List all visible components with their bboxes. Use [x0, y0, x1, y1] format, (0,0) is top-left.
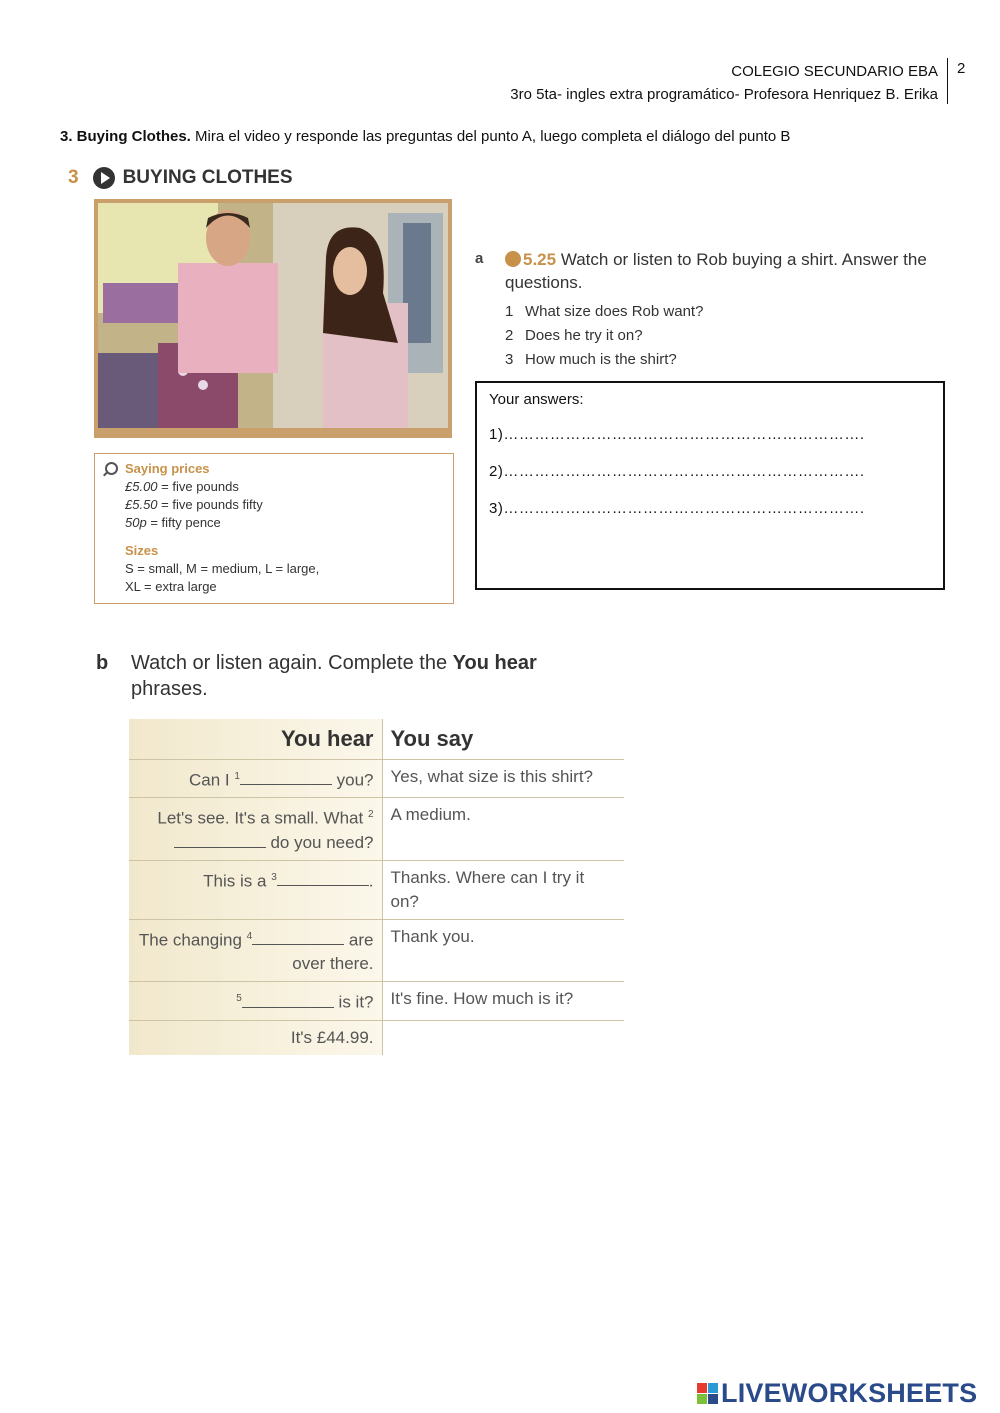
shop-scene-illustration	[98, 203, 448, 428]
question-item	[505, 300, 905, 324]
magnifier-icon	[105, 462, 118, 475]
question-list	[505, 300, 905, 372]
answer-line-1[interactable]: 1)…………………………………………………………….	[489, 426, 865, 443]
course-info: 3ro 5ta- ingles extra programático- Profesora Henriquez B. Erika	[510, 86, 938, 103]
brand-grid-icon	[697, 1383, 718, 1404]
blank-5[interactable]	[242, 991, 334, 1008]
blank-number: 5	[236, 993, 242, 1005]
section-title	[68, 167, 293, 189]
blank-number: 4	[246, 930, 253, 942]
scene-photo	[94, 199, 452, 438]
instruction-line	[60, 128, 790, 145]
price-line	[125, 478, 453, 496]
col-header-you-hear: You hear	[129, 719, 382, 759]
price-line	[125, 514, 453, 532]
hear-text: is it?	[333, 993, 374, 1013]
part-b-text-after: phrases.	[131, 678, 208, 700]
dialogue-row	[129, 860, 624, 919]
instruction-bold: 3. Buying Clothes.	[60, 128, 191, 145]
part-b-letter: b	[96, 652, 109, 674]
question-number: 1	[505, 303, 514, 320]
you-hear-cell	[129, 798, 382, 861]
question-item	[505, 348, 905, 372]
page-number: 2	[957, 60, 966, 77]
dialogue-row	[129, 759, 624, 798]
header-divider	[947, 58, 948, 104]
price-symbol: £5.50	[125, 497, 158, 512]
part-a-heading	[505, 248, 945, 294]
hear-text: you?	[331, 770, 374, 790]
hear-text: The changing	[138, 930, 247, 950]
blank-number: 3	[271, 871, 277, 883]
you-say-cell: Yes, what size is this shirt?	[382, 759, 624, 798]
section-title-text: BUYING CLOTHES	[122, 167, 293, 188]
dialogue-row	[129, 919, 624, 982]
school-name: COLEGIO SECUNDARIO EBA	[731, 63, 938, 80]
you-say-cell	[382, 1021, 624, 1056]
brand-text: LIVEWORKSHEETS	[721, 1378, 978, 1408]
you-hear-cell	[129, 919, 382, 982]
hear-text: Can I	[188, 770, 235, 790]
hear-text: do you need?	[265, 832, 374, 852]
dialogue-row	[129, 1021, 624, 1056]
dialogue-header-row	[129, 719, 624, 759]
blank-1[interactable]	[240, 768, 332, 785]
question-text: How much is the shirt?	[525, 351, 677, 368]
blank-number: 1	[234, 770, 240, 782]
part-b-bold: You hear	[452, 652, 537, 674]
answer-line-2[interactable]: 2)…………………………………………………………….	[489, 463, 865, 480]
blank-number: 2	[367, 809, 374, 821]
you-hear-cell	[129, 860, 382, 919]
answer-line-3[interactable]: 3)…………………………………………………………….	[489, 500, 865, 517]
part-a-heading-text: Watch or listen to Rob buying a shirt. Answer the questions.	[505, 250, 927, 292]
dialogue-row	[129, 982, 624, 1021]
hear-text: .	[368, 871, 374, 891]
question-text: What size does Rob want?	[525, 303, 704, 320]
instruction-text: Mira el video y responde las preguntas del punto A, luego completa el diálogo del punto B	[190, 128, 791, 145]
sizes-line: XL = extra large	[125, 579, 217, 594]
you-say-cell: A medium.	[382, 798, 624, 861]
answers-box	[475, 381, 945, 590]
price-line	[125, 496, 453, 514]
you-say-cell: Thanks. Where can I try it on?	[382, 860, 624, 919]
answers-label: Your answers:	[489, 391, 584, 408]
you-hear-cell	[129, 759, 382, 798]
part-a-letter: a	[475, 250, 484, 267]
sizes-line: S = small, M = medium, L = large,	[125, 561, 320, 576]
tips-box	[94, 453, 454, 604]
audio-icon	[505, 251, 521, 267]
question-number: 3	[505, 351, 514, 368]
hear-text: It's £44.99.	[290, 1028, 374, 1048]
price-symbol: £5.00	[125, 479, 158, 494]
dialogue-row	[129, 798, 624, 861]
you-hear-cell	[129, 982, 382, 1021]
price-text: = five pounds	[157, 479, 239, 494]
question-item	[505, 324, 905, 348]
part-b-text-before: Watch or listen again. Complete the	[131, 652, 453, 674]
blank-2[interactable]	[174, 831, 266, 848]
price-text: = fifty pence	[146, 515, 221, 530]
section-number: 3	[68, 167, 79, 188]
price-text: = five pounds fifty	[157, 497, 263, 512]
sizes-heading: Sizes	[125, 543, 159, 558]
col-header-you-say: You say	[390, 725, 474, 751]
hear-text: This is a	[203, 871, 272, 891]
you-hear-cell	[129, 1021, 382, 1056]
blank-4[interactable]	[252, 928, 344, 945]
blank-3[interactable]	[277, 869, 369, 886]
question-number: 2	[505, 327, 514, 344]
part-b-instruction	[131, 650, 601, 702]
dialogue-table	[129, 719, 624, 1055]
play-icon	[93, 167, 115, 189]
track-number: 5.25	[523, 250, 557, 269]
you-say-cell: Thank you.	[382, 919, 624, 982]
price-symbol: 50p	[125, 515, 147, 530]
you-say-cell: It's fine. How much is it?	[382, 982, 624, 1021]
liveworksheets-logo	[697, 1378, 977, 1409]
prices-heading: Saying prices	[125, 461, 210, 476]
hear-text: are over there.	[292, 930, 374, 974]
page-header	[510, 60, 938, 106]
hear-text: Let's see. It's a small. What	[157, 808, 368, 828]
question-text: Does he try it on?	[525, 327, 643, 344]
